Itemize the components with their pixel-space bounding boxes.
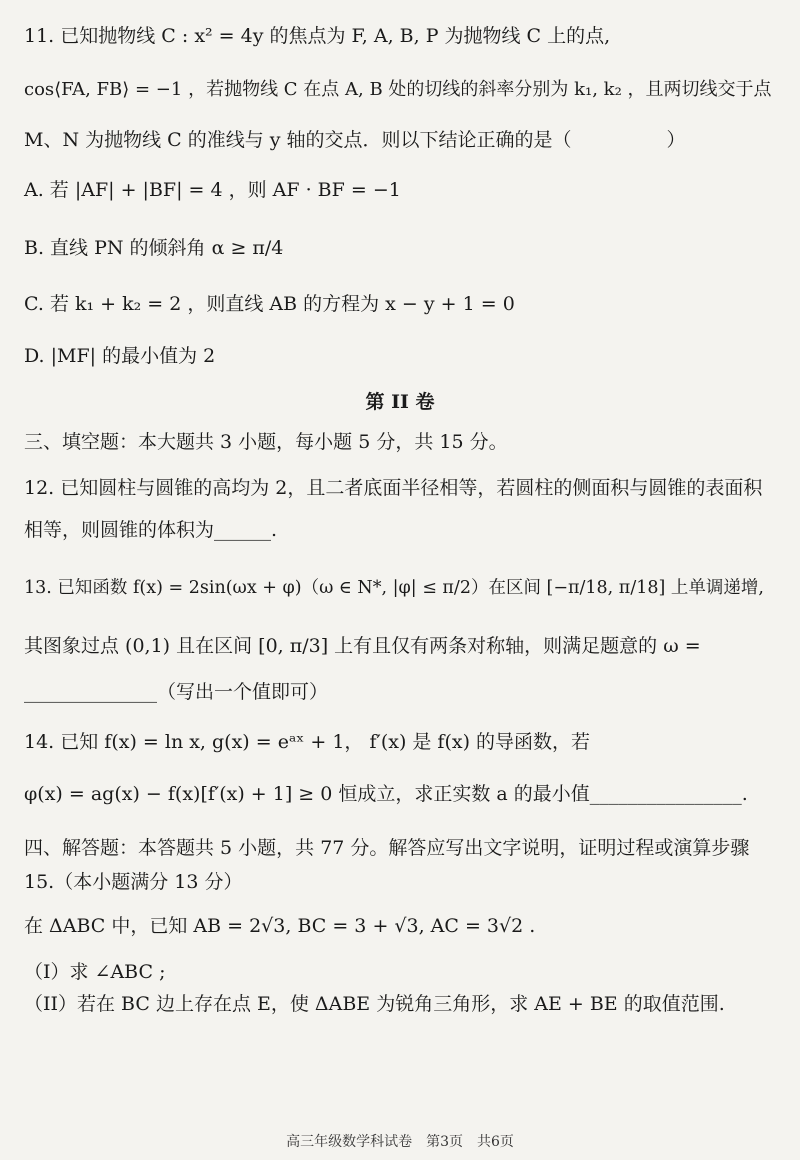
q11-line-3: M、N 为抛物线 C 的准线与 y 轴的交点．则以下结论正确的是（ ）: [24, 129, 686, 151]
q15-header: 15.（本小题满分 13 分）: [24, 871, 243, 893]
q11-option-c: C. 若 k₁ + k₂ = 2 ，则直线 AB 的方程为 x − y + 1 = 0: [24, 293, 515, 315]
q15-part-2: （II）若在 BC 边上存在点 E，使 ΔABE 为锐角三角形，求 AE + BE 的取值范围.: [24, 993, 725, 1015]
q11-line-1: 11. 已知抛物线 C : x² = 4y 的焦点为 F, A, B, P 为抛物线 C 上的点,: [24, 25, 611, 47]
part3-heading: 三、填空题：本大题共 3 小题，每小题 5 分，共 15 分。: [24, 431, 508, 453]
section-title: 第 II 卷: [365, 391, 435, 413]
q11-option-a: A. 若 |AF| + |BF| = 4 ，则 AF · BF = −1: [24, 179, 401, 201]
q12-line-1: 12. 已知圆柱与圆锥的高均为 2，且二者底面半径相等，若圆柱的侧面积与圆锥的表面积: [24, 477, 763, 499]
page-footer: 高三年级数学科试卷 第3页 共6页: [286, 1134, 514, 1150]
q11-option-d: D. |MF| 的最小值为 2: [24, 345, 216, 367]
q13-line-2: 其图象过点 (0,1) 且在区间 [0, π/3] 上有且仅有两条对称轴，则满足题意的 ω =: [24, 635, 701, 657]
part4-heading: 四、解答题：本答题共 5 小题，共 77 分。解答应写出文字说明，证明过程或演算步骤: [24, 837, 750, 859]
q13-line-1: 13. 已知函数 f(x) = 2sin(ωx + φ)（ω ∈ N*, |φ| ≤ π/2）在区间 [−π/18, π/18] 上单调递增,: [24, 578, 764, 598]
q11-line-2: cos⟨FA, FB⟩ = −1 ，若抛物线 C 在点 A, B 处的切线的斜率分别为 k₁, k₂ ，且两切线交于点: [24, 79, 772, 100]
q14-line-2: φ(x) = ag(x) − f(x)[f′(x) + 1] ≥ 0 恒成立，求正实数 a 的最小值________________.: [24, 783, 748, 805]
q12-line-2: 相等，则圆锥的体积为______.: [24, 519, 278, 541]
q15-part-1: （I）求 ∠ABC ;: [24, 961, 166, 983]
q15-stem: 在 ΔABC 中，已知 AB = 2√3, BC = 3 + √3, AC = 3√2 .: [24, 915, 536, 937]
q14-line-1: 14. 已知 f(x) = ln x, g(x) = eᵃˣ + 1， f′(x) 是 f(x) 的导函数，若: [24, 731, 591, 753]
q11-option-b: B. 直线 PN 的倾斜角 α ≥ π/4: [24, 237, 284, 259]
q13-line-3: ______________（写出一个值即可）: [24, 681, 329, 703]
